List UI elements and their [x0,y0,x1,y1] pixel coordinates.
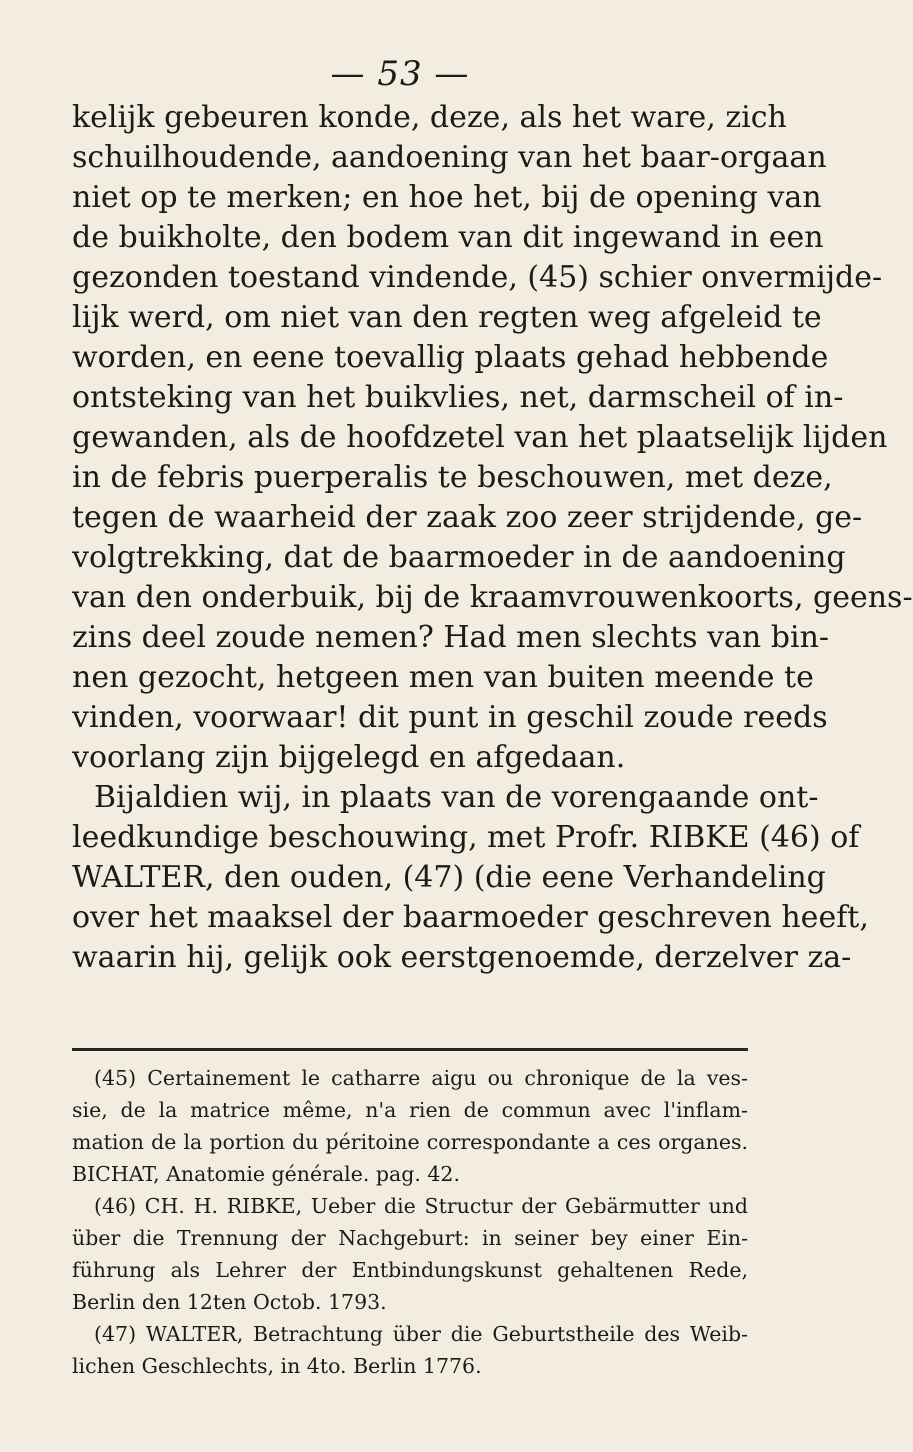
body-text [72,98,913,978]
footnote-line: sie, de la matrice même, n'a rien de commun avec l'inflam- [72,1098,748,1122]
body-line: ontsteking van het buikvlies, net, darmscheil of in- [72,380,844,415]
body-line: nen gezocht, hetgeen men van buiten meende te [72,660,814,695]
footnote-line: BICHAT, Anatomie générale. pag. 42. [72,1162,460,1186]
footnote-line: (47) WALTER, Betrachtung über die Geburtstheile des Weib- [94,1322,748,1346]
body-line: worden, en eene toevallig plaats gehad hebbende [72,340,829,375]
body-line: van den onderbuik, bij de kraamvrouwenkoorts, geens- [72,580,913,615]
body-line: leedkundige beschouwing, met Profr. RIBKE (46) of [72,820,860,855]
footnote-divider [72,1048,748,1051]
body-line: in de febris puerperalis te beschouwen, met deze, [72,460,833,495]
body-line: de buikholte, den bodem van dit ingewand in een [72,220,824,255]
body-line: WALTER, den ouden, (47) (die eene Verhandeling [72,860,826,895]
footnote-line: über die Trennung der Nachgeburt: in seiner bey einer Ein- [72,1226,748,1250]
body-line: gewanden, als de hoofdzetel van het plaatselijk lijden [72,420,888,455]
body-line: over het maaksel der baarmoeder geschreven heeft, [72,900,869,935]
page-number: — 53 — [330,54,470,94]
body-line: vinden, voorwaar! dit punt in geschil zoude reeds [72,700,828,735]
body-line: volgtrekking, dat de baarmoeder in de aandoening [72,540,846,575]
body-line: kelijk gebeuren konde, deze, als het ware, zich [72,100,787,135]
body-line: lijk werd, om niet van den regten weg afgeleid te [72,300,822,335]
body-line: waarin hij, gelijk ook eerstgenoemde, derzelver za- [72,940,852,975]
body-line: gezonden toestand vindende, (45) schier onvermijde- [72,260,883,295]
body-line: zins deel zoude nemen? Had men slechts van bin- [72,620,830,655]
footnote-line: führung als Lehrer der Entbindungskunst gehaltenen Rede, [72,1258,748,1282]
footnote-line: lichen Geschlechts, in 4to. Berlin 1776. [72,1354,482,1378]
body-line: voorlang zijn bijgelegd en afgedaan. [72,740,626,775]
body-line: niet op te merken; en hoe het, bij de opening van [72,180,822,215]
footnotes [72,1062,748,1382]
body-line: tegen de waarheid der zaak zoo zeer strijdende, ge- [72,500,863,535]
footnote-line: (45) Certainement le catharre aigu ou chronique de la ves- [94,1066,748,1090]
footnote-line: Berlin den 12ten Octob. 1793. [72,1290,387,1314]
body-line: schuilhoudende, aandoening van het baar-orgaan [72,140,827,175]
footnote-line: (46) CH. H. RIBKE, Ueber die Structur der Gebärmutter und [94,1194,748,1218]
footnote-line: mation de la portion du péritoine correspondante a ces organes. [72,1130,748,1154]
body-line: Bijaldien wij, in plaats van de vorengaande ont- [94,780,819,815]
